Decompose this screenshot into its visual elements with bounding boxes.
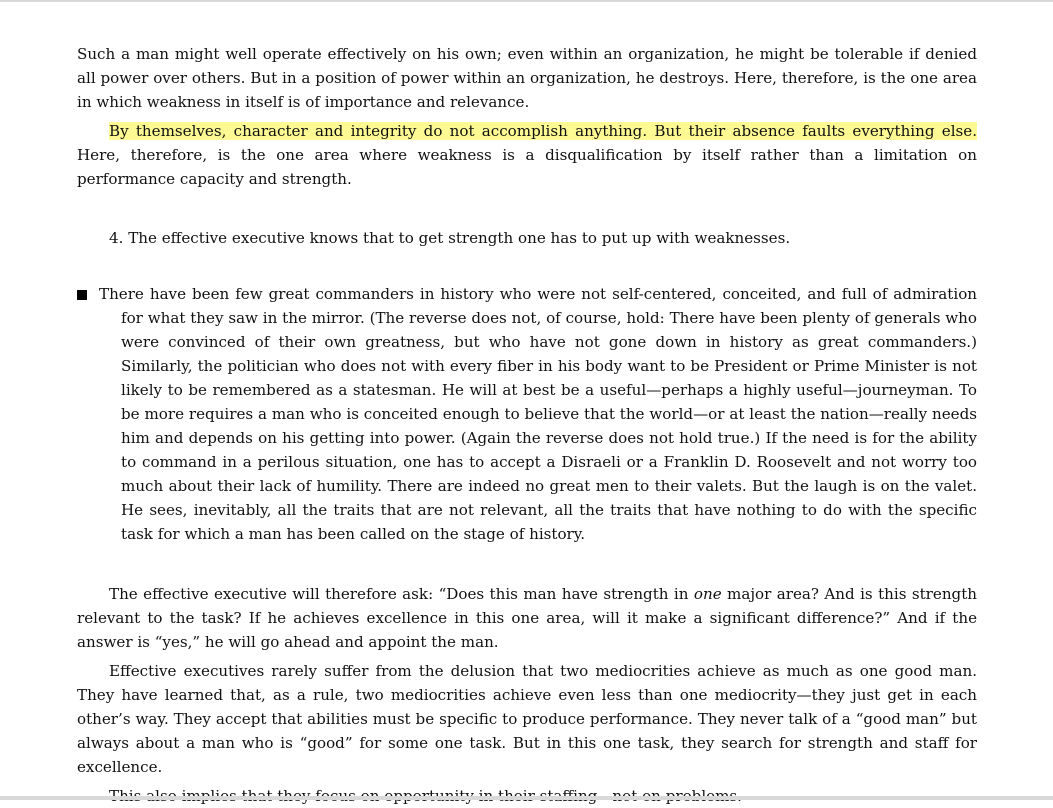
- bullet-square-icon: [77, 290, 87, 300]
- paragraph-5: [77, 582, 977, 654]
- numbered-point-4: 4. The effective executive knows that to get strength one has to put up with weaknesses.: [109, 229, 791, 247]
- paragraph-5-part-b: major area? And is this strength relevant to the task? If he achieves excellence in this one area, will it make a significant difference?” And if the answer is “yes,” he will go ahead and appoint the man.: [77, 585, 977, 651]
- bottom-border: [0, 796, 1053, 800]
- bullet-paragraph: [77, 282, 977, 546]
- paragraph-5-part-a: The effective executive will therefore ask: “Does this man have strength in: [109, 585, 694, 603]
- paragraph-5-emphasis: one: [693, 585, 722, 603]
- highlighted-text[interactable]: By themselves, character and integrity do not accomplish anything. But their absence faults everything else.: [109, 122, 977, 140]
- top-border: [0, 0, 1053, 2]
- paragraph-2: [77, 119, 977, 191]
- paragraph-1: Such a man might well operate effectively on his own; even within an organization, he might be tolerable if denied all power over others. But in a position of power within an organization, he destroys. Here, therefore, is the one area in which weakness in itself is of importance and relevance.: [77, 45, 977, 111]
- paragraph-6: Effective executives rarely suffer from the delusion that two mediocrities achieve as much as one good man. They have learned that, as a rule, two mediocrities achieve even less than one mediocrity—they just get in each other’s way. They accept that abilities must be specific to produce performance. They never talk of a “good man” but always about a man who is “good” for some one task. But in this one task, they search for strength and staff for excellence.: [77, 662, 977, 776]
- document-page: [77, 42, 977, 808]
- paragraph-2-rest: Here, therefore, is the one area where weakness is a disqualification by itself rather than a limitation on performance capacity and strength.: [77, 146, 977, 188]
- bullet-text: There have been few great commanders in history who were not self-centered, conceited, and full of admiration for what they saw in the mirror. (The reverse does not, of course, hold: There have been plenty of generals who were convinced of their own greatness, but who have not gone down in history as great commanders.) Similarly, the politician who does not with every fiber in his body want to be President or Prime Minister is not likely to be remembered as a statesman. He will at best be a useful—perhaps a highly useful—journeyman. To be more requires a man who is conceited enough to believe that the world—or at least the nation—really needs him and depends on his getting into power. (Again the reverse does not hold true.) If the need is for the ability to command in a perilous situation, one has to accept a Disraeli or a Franklin D. Roosevelt and not worry too much about their lack of humility. There are indeed no great men to their valets. But the laugh is on the valet. He sees, inevitably, all the traits that are not relevant, all the traits that have nothing to do with the specific task for which a man has been called on the stage of history.: [99, 285, 977, 543]
